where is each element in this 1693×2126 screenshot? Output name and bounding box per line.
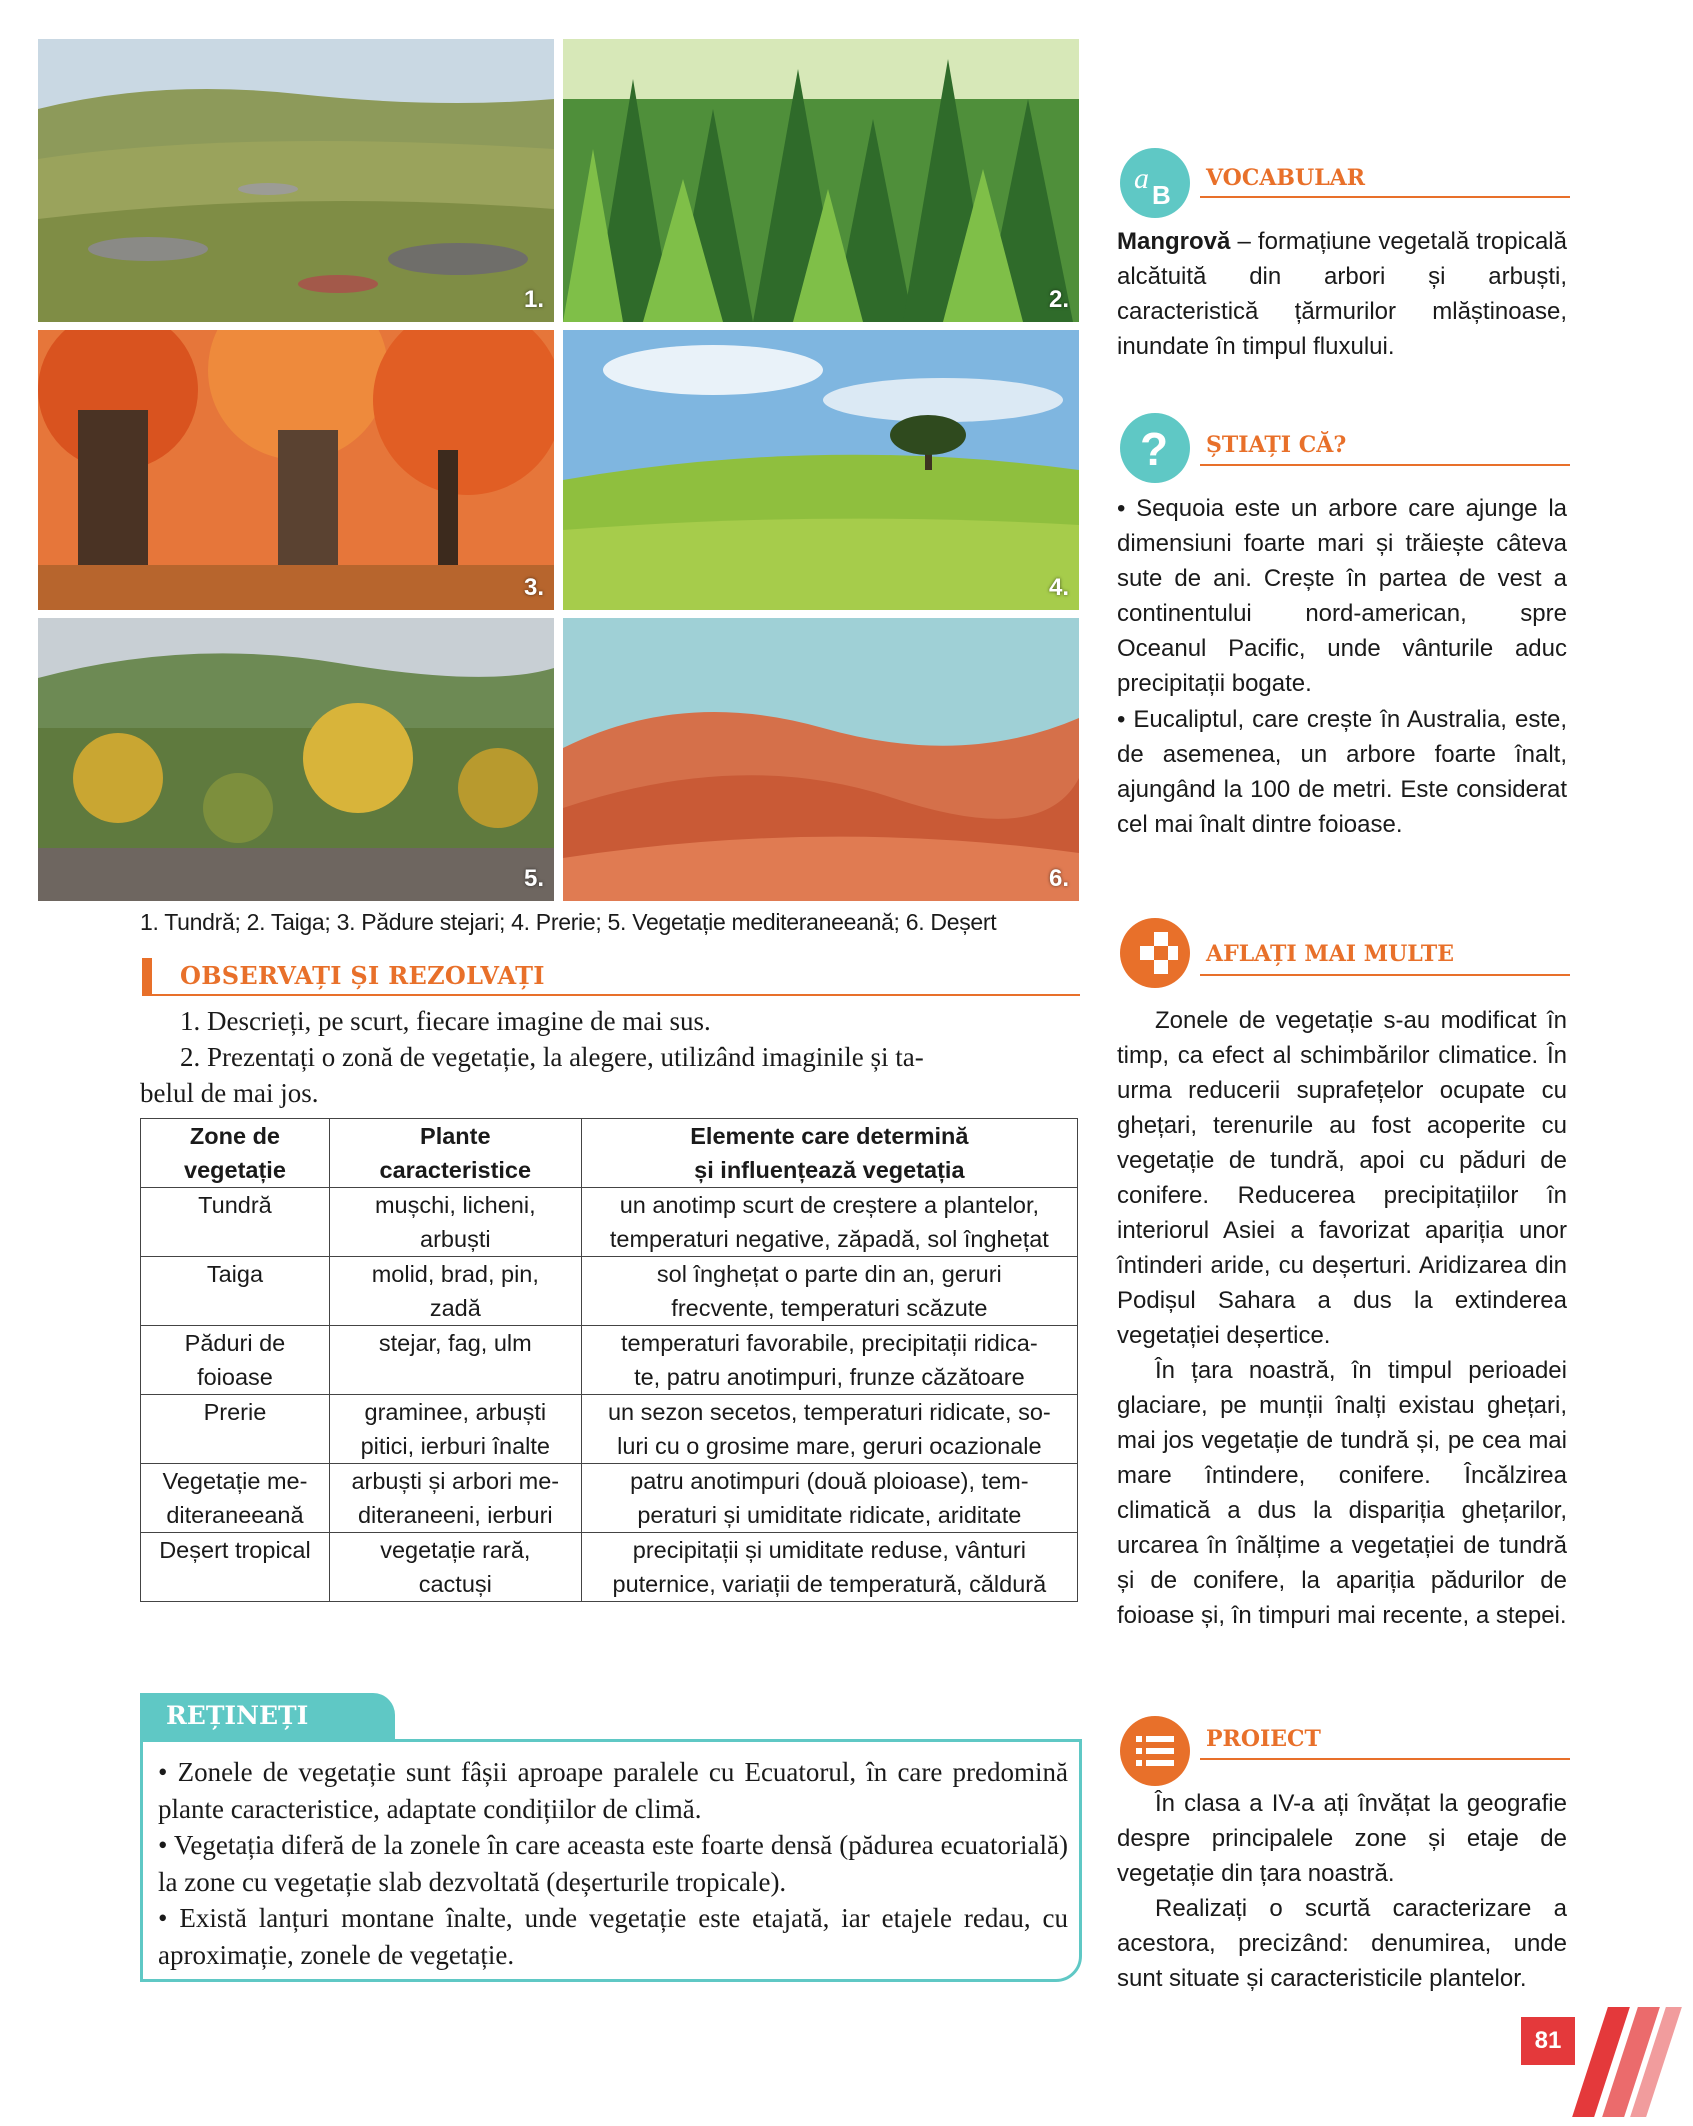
plants-cell: mușchi, licheni, arbuști — [329, 1188, 581, 1257]
zone-cell: Vegetație me- diteraneeană — [141, 1464, 330, 1533]
task-1: 1. Descrieți, pe scurt, fiecare imagine de mai sus. — [180, 1006, 711, 1036]
table-header-row — [141, 1119, 1078, 1188]
factors-cell: un anotimp scurt de creștere a plantelor, temperaturi negative, zăpadă, sol înghețat — [581, 1188, 1077, 1257]
puzzle-icon — [1120, 918, 1190, 988]
factors-cell: patru anotimpuri (două ploioase), tem- peraturi și umiditate ridicate, ariditate — [581, 1464, 1077, 1533]
plants-cell: vegetație rară, cactuși — [329, 1533, 581, 1602]
zone-cell: Păduri de foioase — [141, 1326, 330, 1395]
factors-cell: temperaturi favorabile, precipitații ridica- te, patru anotimpuri, frunze căzătoare — [581, 1326, 1077, 1395]
table-row — [141, 1257, 1078, 1326]
observati-underline — [142, 994, 1080, 996]
plants-cell: arbuști și arbori me- diteraneeni, ierburi — [329, 1464, 581, 1533]
vocabulary-underline — [1200, 196, 1570, 198]
factors-cell: precipitații și umiditate reduse, vânturi puternice, variații de temperatură, căldură — [581, 1533, 1077, 1602]
aflati-paragraph-2: În țara noastră, în timpul perioadei glaciare, pe munții înalți existau ghețari, mai jos vegetație de tundră și, pe cea mai mare întindere, conifere. Încălzirea climatică a dus la dispariția ghețarilor, urcarea în înălțime a vegetației de tundră și de conifere, la apariția pădurilor de foioase și, în timpuri mai recente, a stepei. — [1117, 1357, 1567, 1629]
stiati-underline — [1200, 464, 1570, 466]
photo-number: 2. — [1048, 286, 1069, 313]
factors-cell: un sezon secetos, temperaturi ridicate, so- luri cu o grosime mare, geruri ocazionale — [581, 1395, 1077, 1464]
retineti-item-3: • Există lanțuri montane înalte, unde vegetație este etajată, iar etajele redau, cu aproximație, zonele de vegetație. — [158, 1903, 1068, 1970]
observati-marker — [142, 958, 152, 994]
proiect-title: PROIECT — [1206, 1726, 1321, 1752]
svg-text:a: a — [1134, 162, 1149, 195]
plants-cell: molid, brad, pin, zadă — [329, 1257, 581, 1326]
svg-text:?: ? — [1140, 423, 1169, 475]
retineti-item-2: • Vegetația diferă de la zonele în care aceasta este foarte densă (pădurea ecuatorială) la zone cu vegetație slab dezvoltată (deșerturile tropicale). — [158, 1830, 1068, 1897]
retineti-item-1: • Zonele de vegetație sunt fâșii aproape paralele cu Ecuatorul, în care predomină plante caracteristice, adaptate condițiilor de climă. — [158, 1757, 1068, 1824]
photo-tundra — [38, 39, 554, 322]
photo-prairie — [563, 330, 1079, 610]
proiect-paragraph-1: În clasa a IV-a ați învățat la geografie despre principalele zone și etaje de vegetație din țara noastră. — [1117, 1790, 1567, 1887]
header-factors: Elemente care determină și influențează vegetația — [581, 1119, 1077, 1188]
proiect-paragraph-2: Realizați o scurtă caracterizare a acestora, precizând: denumirea, unde sunt situate și caracteristicile plantelor. — [1117, 1895, 1567, 1992]
header-zone: Zone de vegetație — [141, 1119, 330, 1188]
vocabulary-title: VOCABULAR — [1206, 165, 1366, 191]
zone-cell: Deșert tropical — [141, 1533, 330, 1602]
question-icon — [1120, 413, 1190, 483]
vocabulary-term: Mangrovă — [1117, 228, 1231, 255]
zone-cell: Tundră — [141, 1188, 330, 1257]
table-row — [141, 1188, 1078, 1257]
table-row — [141, 1395, 1078, 1464]
stiati-title: ȘTIAȚI CĂ? — [1206, 432, 1347, 458]
photo-caption: 1. Tundră; 2. Taiga; 3. Pădure stejari; 4. Prerie; 5. Vegetație mediteraneeană; 6. Deșert — [140, 909, 997, 935]
photo-desert — [563, 618, 1079, 901]
aflati-title: AFLAȚI MAI MULTE — [1206, 941, 1455, 967]
vocabulary-definition-text: – formațiune vegetală tropicală alcătuită din arbori și arbuști, caracteristică țărmurilor mlăștinoase, inundate în timpul fluxului. — [1117, 228, 1567, 360]
list-icon — [1120, 1716, 1190, 1786]
task-2-cont: belul de mai jos. — [140, 1078, 319, 1108]
header-plants: Plante caracteristice — [329, 1119, 581, 1188]
aflati-underline — [1200, 974, 1570, 976]
observati-title: OBSERVAȚI ȘI REZOLVAȚI — [180, 961, 545, 990]
photo-number: 6. — [1048, 865, 1069, 892]
zone-cell: Taiga — [141, 1257, 330, 1326]
photo-taiga — [563, 39, 1079, 322]
retineti-title: REȚINEȚI — [166, 1701, 309, 1730]
aflati-paragraph-1: Zonele de vegetație s-au modificat în timp, ca efect al schimbărilor climatice. În urma reducerii suprafețelor ocupate cu ghețari, terenurile au fost acoperite cu vegetație de tundră, apoi cu păduri de conifere. Reducerea precipitațiilor în interiorul Asiei a favorizat apariția unor întinderi aride, cu deșerturi. Aridizarea din Podișul Sahara a dus la extinderea vegetației deșertice. — [1117, 1007, 1567, 1349]
proiect-underline — [1200, 1758, 1570, 1760]
stiati-item-2: • Eucaliptul, care crește în Australia, este, de asemenea, un arbore foarte înalt, ajungând la 100 de metri. Este considerat cel mai înalt dintre foioase. — [1117, 706, 1567, 838]
table-row — [141, 1533, 1078, 1602]
photo-number: 4. — [1048, 574, 1069, 601]
svg-text:B: B — [1152, 180, 1171, 210]
photo-number: 3. — [523, 574, 544, 601]
photo-oak-forest — [38, 330, 554, 610]
vocabulary-icon — [1120, 148, 1190, 218]
vocabulary-definition — [1117, 224, 1567, 364]
plants-cell: graminee, arbuști pitici, ierburi înalte — [329, 1395, 581, 1464]
table-row — [141, 1326, 1078, 1395]
zone-cell: Prerie — [141, 1395, 330, 1464]
page-number: 81 — [1521, 2017, 1575, 2065]
table-row — [141, 1464, 1078, 1533]
plants-cell: stejar, fag, ulm — [329, 1326, 581, 1395]
stiati-item-1: • Sequoia este un arbore care ajunge la dimensiuni foarte mari și trăiește câteva sute de ani. Crește în partea de vest a continentului nord-american, spre Oceanul Pacific, unde vânturile aduc precipitații bogate. — [1117, 495, 1567, 697]
photo-mediterranean — [38, 618, 554, 901]
factors-cell: sol înghețat o parte din an, geruri frecvente, temperaturi scăzute — [581, 1257, 1077, 1326]
photo-number: 1. — [523, 286, 544, 313]
vegetation-table — [140, 1118, 1078, 1602]
photo-number: 5. — [523, 865, 544, 892]
task-2: 2. Prezentați o zonă de vegetație, la alegere, utilizând imaginile și ta- — [180, 1042, 924, 1072]
